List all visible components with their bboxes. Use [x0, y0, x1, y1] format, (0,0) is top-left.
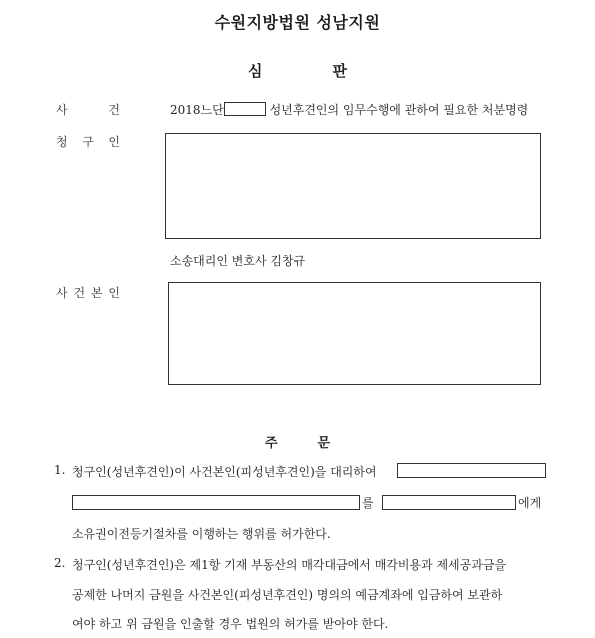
item-1-number: 1. [54, 463, 66, 477]
document-title-char1: 심 [248, 62, 263, 80]
item-1-line1: 청구인(성년후견인)이 사건본인(피성년후견인)을 대리하여 [72, 465, 377, 479]
redacted-recipient-field [382, 495, 516, 510]
case-prefix: 2018느단 [170, 103, 224, 117]
case-number-line [170, 101, 528, 118]
redacted-case-number [224, 102, 266, 116]
case-title: 성년후견인의 임무수행에 관하여 필요한 처분명령 [269, 103, 529, 117]
court-name: 수원지방법원 성남지원 [214, 13, 381, 32]
order-heading-char1: 주 [264, 436, 278, 451]
document-title-char2: 판 [332, 62, 347, 80]
item-2-line3: 여야 하고 위 금원을 인출할 경우 법원의 허가를 받아야 한다. [72, 617, 389, 631]
claimant-label: 청 구 인 [56, 135, 120, 149]
redacted-subject-box [168, 282, 541, 385]
case-label: 사 건 [56, 103, 120, 117]
item-1-line3: 소유권이전등기절차를 이행하는 행위를 허가한다. [72, 527, 331, 541]
item-2-line2: 공제한 나머지 금원을 사건본인(피성년후견인) 명의의 예금계좌에 입금하여 보관하 [72, 588, 503, 602]
item-1-object-particle: 를 [362, 496, 374, 510]
item-2-number: 2. [54, 556, 66, 570]
item-2-line1: 청구인(성년후견인)은 제1항 기재 부동산의 매각대금에서 매각비용과 제세공과금을 [72, 558, 507, 572]
agent-line: 소송대리인 변호사 김창규 [170, 254, 306, 268]
redacted-claimant-box [165, 133, 541, 239]
order-heading-char2: 문 [317, 436, 331, 451]
subject-label: 사 건 본 인 [56, 286, 120, 300]
document-title [0, 60, 595, 81]
order-heading [0, 432, 595, 451]
item-1-recipient-particle: 에게 [518, 496, 542, 510]
redacted-property-field [72, 495, 360, 510]
redacted-field-1 [397, 463, 546, 478]
